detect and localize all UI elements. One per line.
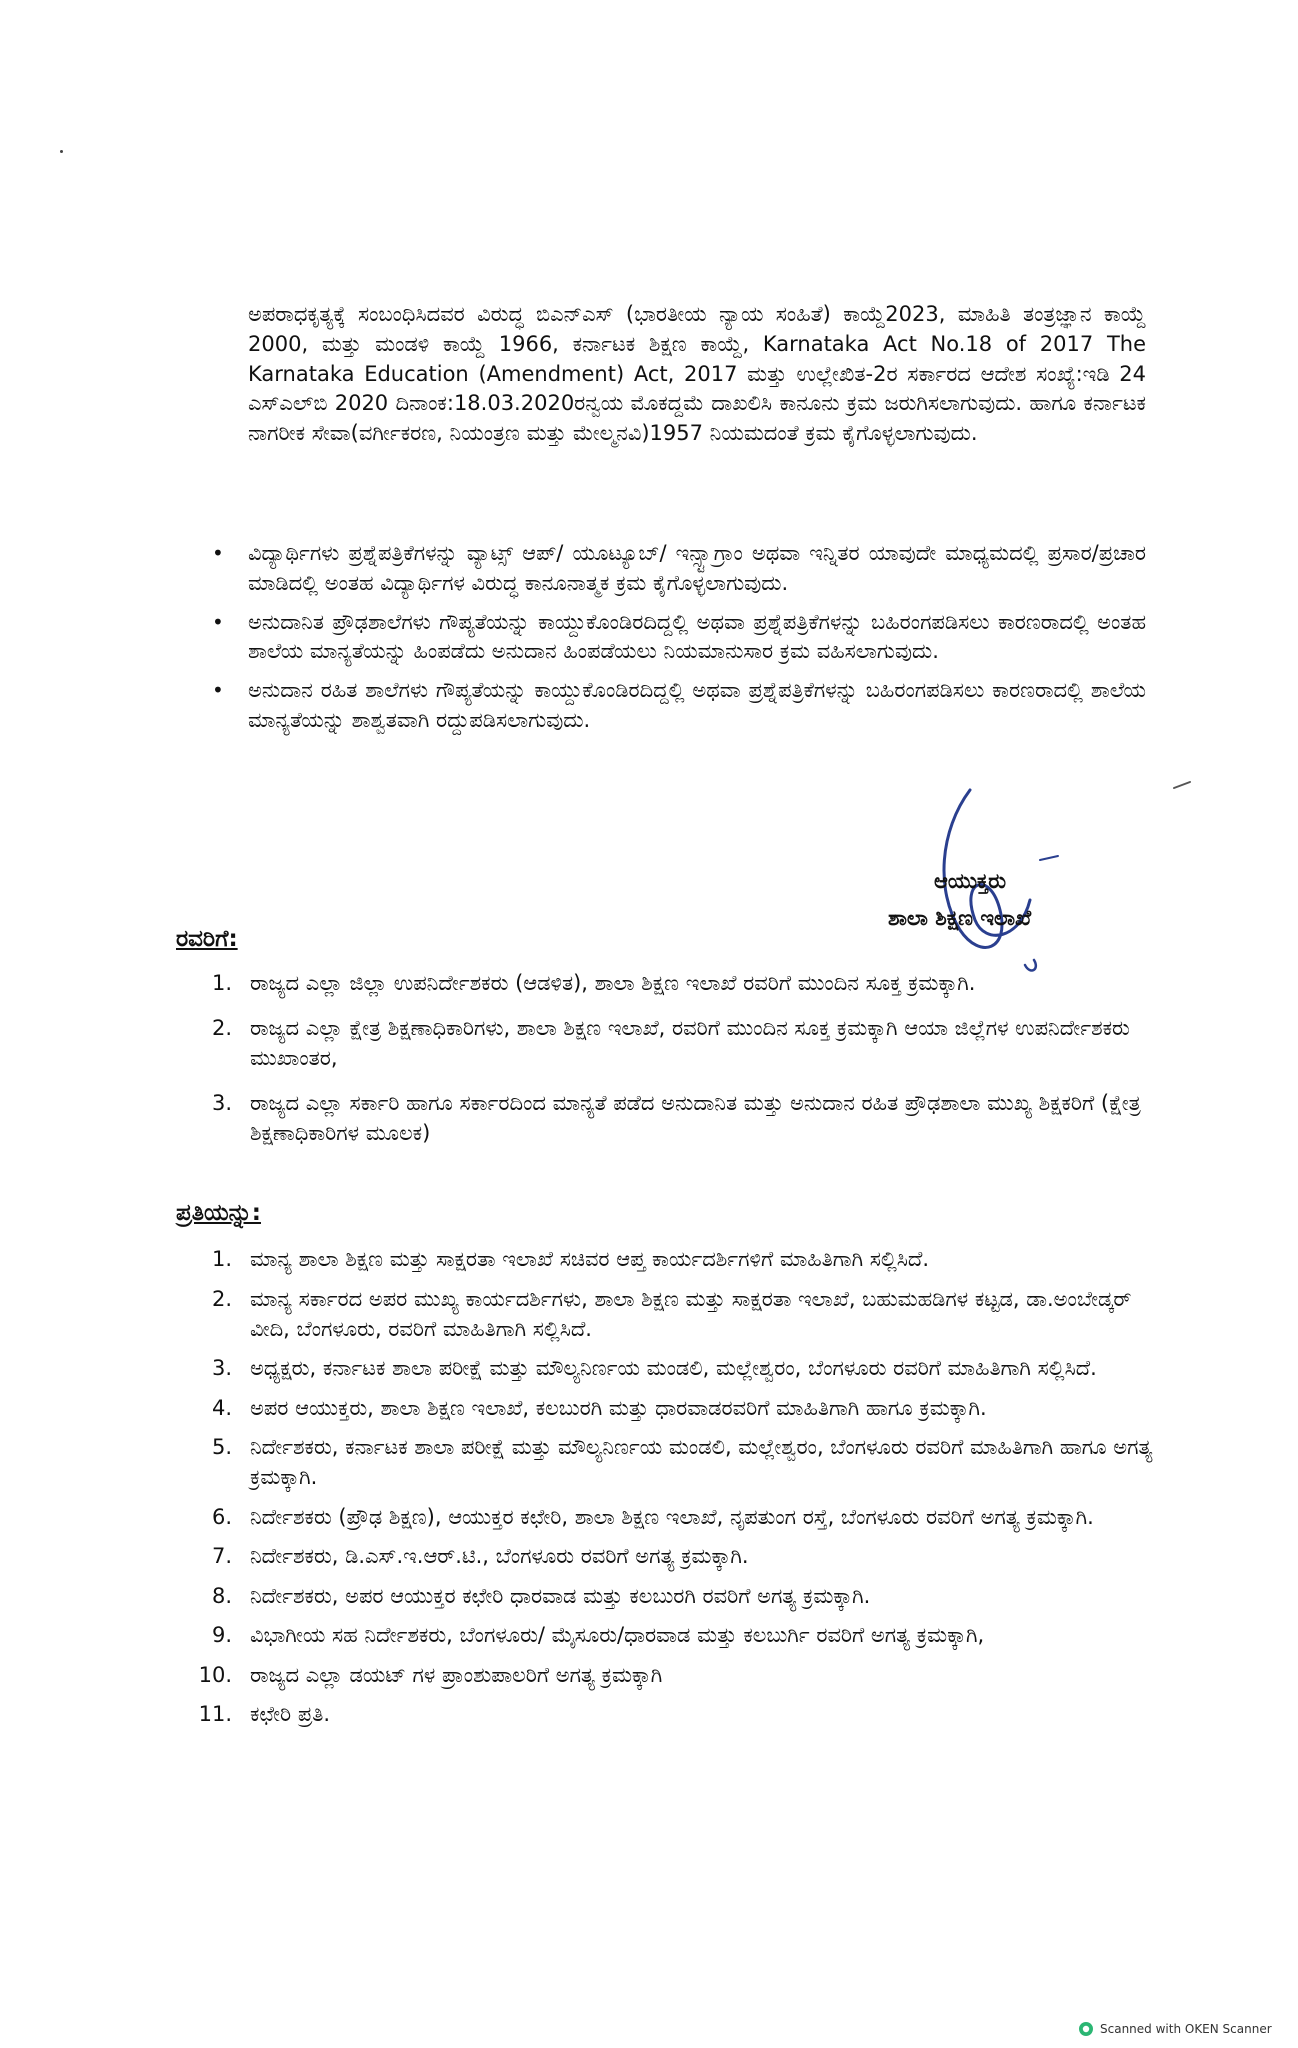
- bullet-dot-icon: •: [212, 678, 224, 703]
- list-item: [176, 1353, 1156, 1383]
- list-item: [176, 1013, 1156, 1073]
- list-item: [176, 1581, 1156, 1611]
- signature-title: ಆಯುಕ್ತರು: [934, 869, 1007, 893]
- list-item-text: ನಿರ್ದೇಶಕರು, ಕರ್ನಾಟಕ ಶಾಲಾ ಪರೀಕ್ಷೆ ಮತ್ತು ಮೌಲ್ಯನಿರ್ಣಯ ಮಂಡಲಿ, ಮಲ್ಲೇಶ್ವರಂ, ಬೆಂಗಳೂರು ರವರಿಗೆ ಮಾಹಿತಿಗಾಗಿ ಹಾಗೂ ಅಗತ್ಯ ಕ್ರಮಕ್ಕಾಗಿ.: [250, 1435, 1153, 1489]
- list-item: [176, 1502, 1156, 1532]
- list-item-text: ರಾಜ್ಯದ ಎಲ್ಲಾ ಕ್ಷೇತ್ರ ಶಿಕ್ಷಣಾಧಿಕಾರಿಗಳು, ಶಾಲಾ ಶಿಕ್ಷಣ ಇಲಾಖೆ, ರವರಿಗೆ ಮುಂದಿನ ಸೂಕ್ತ ಕ್ರಮಕ್ಕಾಗಿ ಆಯಾ ಜಿಲ್ಲೆಗಳ ಉಪನಿರ್ದೇಶಕರು ಮುಖಾಂತರ,: [250, 1016, 1130, 1070]
- list-item-number: 1.: [211, 971, 232, 995]
- list-item-text: ನಿರ್ದೇಶಕರು, ಅಪರ ಆಯುಕ್ತರ ಕಛೇರಿ ಧಾರವಾಡ ಮತ್ತು ಕಲಬುರಗಿ ರವರಿಗೆ ಅಗತ್ಯ ಕ್ರಮಕ್ಕಾಗಿ.: [250, 1583, 871, 1608]
- bullet-dot-icon: •: [212, 541, 224, 565]
- list-item-number: 1.: [211, 1247, 232, 1271]
- copy-list: [176, 1244, 1156, 1739]
- bullet-text: ಅನುದಾನ ರಹಿತ ಶಾಲೆಗಳು ಗೌಪ್ಯತೆಯನ್ನು ಕಾಯ್ದುಕೊಂಡಿರದಿದ್ದಲ್ಲಿ ಅಥವಾ ಪ್ರಶ್ನೆಪತ್ರಿಕೆಗಳನ್ನು ಬಹಿರಂಗಪಡಿಸಲು ಕಾರಣರಾದಲ್ಲಿ ಶಾಲೆಯ ಮಾನ್ಯತೆಯನ್ನು ಶಾಶ್ವತವಾಗಿ ರದ್ದುಪಡಿಸಲಾಗುವುದು.: [248, 678, 1146, 732]
- scanner-watermark: [1078, 2021, 1272, 2037]
- list-item-text: ರಾಜ್ಯದ ಎಲ್ಲಾ ಸರ್ಕಾರಿ ಹಾಗೂ ಸರ್ಕಾರದಿಂದ ಮಾನ್ಯತೆ ಪಡೆದ ಅನುದಾನಿತ ಮತ್ತು ಅನುದಾನ ರಹಿತ ಪ್ರೌಢಶಾಲಾ ಮುಖ್ಯ ಶಿಕ್ಷಕರಿಗೆ (ಕ್ಷೇತ್ರ ಶಿಕ್ಷಣಾಧಿಕಾರಿಗಳ ಮೂಲಕ): [250, 1091, 1141, 1145]
- list-item-number: 7.: [211, 1544, 232, 1568]
- bullet-item: [210, 676, 1146, 736]
- list-item: [176, 1088, 1156, 1148]
- pen-stroke-mark: [1172, 780, 1192, 790]
- to-list: [176, 968, 1156, 1163]
- scanner-text: Scanned with OKEN Scanner: [1100, 2022, 1272, 2036]
- list-item-number: 6.: [211, 1504, 232, 1529]
- bullet-text: ಅನುದಾನಿತ ಪ್ರೌಢಶಾಲೆಗಳು ಗೌಪ್ಯತೆಯನ್ನು ಕಾಯ್ದುಕೊಂಡಿರದಿದ್ದಲ್ಲಿ ಅಥವಾ ಪ್ರಶ್ನೆಪತ್ರಿಕೆಗಳನ್ನು ಬಹಿರಂಗಪಡಿಸಲು ಕಾರಣರಾದಲ್ಲಿ ಅಂತಹ ಶಾಲೆಯ ಮಾನ್ಯತೆಯನ್ನು ಹಿಂಪಡೆದು ಅನುದಾನ ಹಿಂಪಡೆಯಲು ನಿಯಮಾನುಸಾರ ಕ್ರಮ ವಹಿಸಲಾಗುವುದು.: [248, 609, 1146, 664]
- to-heading: ರವರಿಗೆ:: [176, 926, 238, 952]
- bullet-text: ವಿದ್ಯಾರ್ಥಿಗಳು ಪ್ರಶ್ನೆಪತ್ರಿಕೆಗಳನ್ನು ವ್ಯಾಟ್ಸ್ ಆಪ್/ ಯೂಟ್ಯೂಬ್/ ಇನ್ಸ್ಟಾಗ್ರಾಂ ಅಥವಾ ಇನ್ನಿತರ ಯಾವುದೇ ಮಾಧ್ಯಮದಲ್ಲಿ ಪ್ರಸಾರ/ಪ್ರಚಾರ ಮಾಡಿದಲ್ಲಿ ಅಂತಹ ವಿದ್ಯಾರ್ಥಿಗಳ ವಿರುದ್ಧ ಕಾನೂನಾತ್ಮಕ ಕ್ರಮ ಕೈಗೊಳ್ಳಲಾಗುವುದು.: [248, 541, 1146, 595]
- list-item-text: ಮಾನ್ಯ ಶಾಲಾ ಶಿಕ್ಷಣ ಮತ್ತು ಸಾಕ್ಷರತಾ ಇಲಾಖೆ ಸಚಿವರ ಆಪ್ತ ಕಾರ್ಯದರ್ಶಿಗಳಿಗೆ ಮಾಹಿತಿಗಾಗಿ ಸಲ್ಲಿಸಿದೆ.: [250, 1247, 930, 1271]
- list-item-text: ನಿರ್ದೇಶಕರು (ಪ್ರೌಢ ಶಿಕ್ಷಣ), ಆಯುಕ್ತರ ಕಛೇರಿ, ಶಾಲಾ ಶಿಕ್ಷಣ ಇಲಾಖೆ, ನೃಪತುಂಗ ರಸ್ತೆ, ಬೆಂಗಳೂರು ರವರಿಗೆ ಅಗತ್ಯ ಕ್ರಮಕ್ಕಾಗಿ.: [250, 1504, 1094, 1529]
- list-item-number: 11.: [198, 1702, 232, 1726]
- list-item: [176, 1541, 1156, 1571]
- list-item-text: ರಾಜ್ಯದ ಎಲ್ಲಾ ಡಯಟ್ ಗಳ ಪ್ರಾಂಶುಪಾಲರಿಗೆ ಅಗತ್ಯ ಕ್ರಮಕ್ಕಾಗಿ: [250, 1662, 663, 1687]
- list-item-text: ಅಪರ ಆಯುಕ್ತರು, ಶಾಲಾ ಶಿಕ್ಷಣ ಇಲಾಖೆ, ಕಲಬುರಗಿ ಮತ್ತು ಧಾರವಾಡರವರಿಗೆ ಮಾಹಿತಿಗಾಗಿ ಹಾಗೂ ಕ್ರಮಕ್ಕಾಗಿ.: [250, 1395, 987, 1420]
- list-item: [176, 968, 1156, 998]
- copy-heading: ಪ್ರತಿಯನ್ನು:: [176, 1200, 261, 1226]
- list-item: [176, 1660, 1156, 1690]
- bullet-item: [210, 608, 1146, 668]
- list-item-text: ಕಛೇರಿ ಪ್ರತಿ.: [250, 1702, 331, 1726]
- list-item-number: 3.: [211, 1091, 232, 1115]
- list-item: [176, 1699, 1156, 1729]
- list-item-text: ಮಾನ್ಯ ಸರ್ಕಾರದ ಅಪರ ಮುಖ್ಯ ಕಾರ್ಯದರ್ಶಿಗಳು, ಶಾಲಾ ಶಿಕ್ಷಣ ಮತ್ತು ಸಾಕ್ಷರತಾ ಇಲಾಖೆ, ಬಹುಮಹಡಿಗಳ ಕಟ್ಟಡ, ಡಾ.ಅಂಬೇಡ್ಕರ್ ವೀದಿ, ಬೆಂಗಳೂರು, ರವರಿಗೆ ಮಾಹಿತಿಗಾಗಿ ಸಲ್ಲಿಸಿದೆ.: [250, 1286, 1132, 1341]
- bullet-list: [210, 539, 1146, 745]
- list-item: [176, 1620, 1156, 1650]
- list-item-text: ವಿಭಾಗೀಯ ಸಹ ನಿರ್ದೇಶಕರು, ಬೆಂಗಳೂರು/ ಮೈಸೂರು/ಧಾರವಾಡ ಮತ್ತು ಕಲಬುರ್ಗಿ ರವರಿಗೆ ಅಗತ್ಯ ಕ್ರಮಕ್ಕಾಗಿ,: [250, 1623, 985, 1647]
- list-item-text: ಅಧ್ಯಕ್ಷರು, ಕರ್ನಾಟಕ ಶಾಲಾ ಪರೀಕ್ಷೆ ಮತ್ತು ಮೌಲ್ಯನಿರ್ಣಯ ಮಂಡಲಿ, ಮಲ್ಲೇಶ್ವರಂ, ಬೆಂಗಳೂರು ರವರಿಗೆ ಮಾಹಿತಿಗಾಗಿ ಸಲ್ಲಿಸಿದೆ.: [250, 1356, 1097, 1380]
- list-item-number: 5.: [211, 1435, 232, 1459]
- list-item: [176, 1393, 1156, 1423]
- list-item-number: 2.: [211, 1016, 232, 1040]
- scanner-logo-icon: [1078, 2021, 1094, 2037]
- list-item-text: ರಾಜ್ಯದ ಎಲ್ಲಾ ಜಿಲ್ಲಾ ಉಪನಿರ್ದೇಶಕರು (ಆಡಳಿತ), ಶಾಲಾ ಶಿಕ್ಷಣ ಇಲಾಖೆ ರವರಿಗೆ ಮುಂದಿನ ಸೂಕ್ತ ಕ್ರಮಕ್ಕಾಗಿ.: [250, 971, 976, 995]
- list-item-number: 2.: [211, 1286, 232, 1311]
- bullet-item: [210, 539, 1146, 599]
- list-item-number: 10.: [198, 1662, 232, 1687]
- list-item: [176, 1432, 1156, 1492]
- signature-department: ಶಾಲಾ ಶಿಕ್ಷಣ ಇಲಾಖೆ: [888, 906, 1032, 930]
- list-item: [176, 1244, 1156, 1274]
- list-item-number: 4.: [211, 1395, 232, 1420]
- intro-paragraph: ಅಪರಾಧಕೃತ್ಯಕ್ಕೆ ಸಂಬಂಧಿಸಿದವರ ವಿರುದ್ಧ ಬಿಎನ್‌ಎಸ್ (ಭಾರತೀಯ ನ್ಯಾಯ ಸಂಹಿತೆ) ಕಾಯ್ದೆ2023, ಮಾಹಿತಿ ತಂತ್ರಜ್ಞಾನ ಕಾಯ್ದೆ 2000, ಮತ್ತು ಮಂಡಳಿ ಕಾಯ್ದೆ 1966, ಕರ್ನಾಟಕ ಶಿಕ್ಷಣ ಕಾಯ್ದೆ, Karnataka Act No.18 of 2017 The Karnataka Education (Amendment) Act, 2017 ಮತ್ತು ಉಲ್ಲೇಖಿತ-2ರ ಸರ್ಕಾರದ ಆದೇಶ ಸಂಖ್ಯೆ:ಇಡಿ 24 ಎಸ್‌ಎಲ್‌ಬಿ 2020 ದಿನಾಂಕ:18.03.2020ರನ್ವಯ ಮೊಕದ್ದಮೆ ದಾಖಲಿಸಿ ಕಾನೂನು ಕ್ರಮ ಜರುಗಿಸಲಾಗುವುದು. ಹಾಗೂ ಕರ್ನಾಟಕ ನಾಗರೀಕ ಸೇವಾ(ವರ್ಗೀಕರಣ, ನಿಯಂತ್ರಣ ಮತ್ತು ಮೇಲ್ಮನವಿ)1957 ನಿಯಮದಂತೆ ಕ್ರಮ ಕೈಗೊಳ್ಳಲಾಗುವುದು.: [248, 302, 1146, 446]
- list-item: [176, 1284, 1156, 1344]
- list-item-number: 3.: [211, 1356, 232, 1380]
- bullet-dot-icon: •: [212, 609, 224, 634]
- list-item-number: 9.: [211, 1623, 232, 1647]
- list-item-number: 8.: [211, 1583, 232, 1608]
- scan-speck: [60, 150, 63, 153]
- list-item-text: ನಿರ್ದೇಶಕರು, ಡಿ.ಎಸ್.ಇ.ಆರ್.ಟಿ., ಬೆಂಗಳೂರು ರವರಿಗೆ ಅಗತ್ಯ ಕ್ರಮಕ್ಕಾಗಿ.: [250, 1544, 749, 1568]
